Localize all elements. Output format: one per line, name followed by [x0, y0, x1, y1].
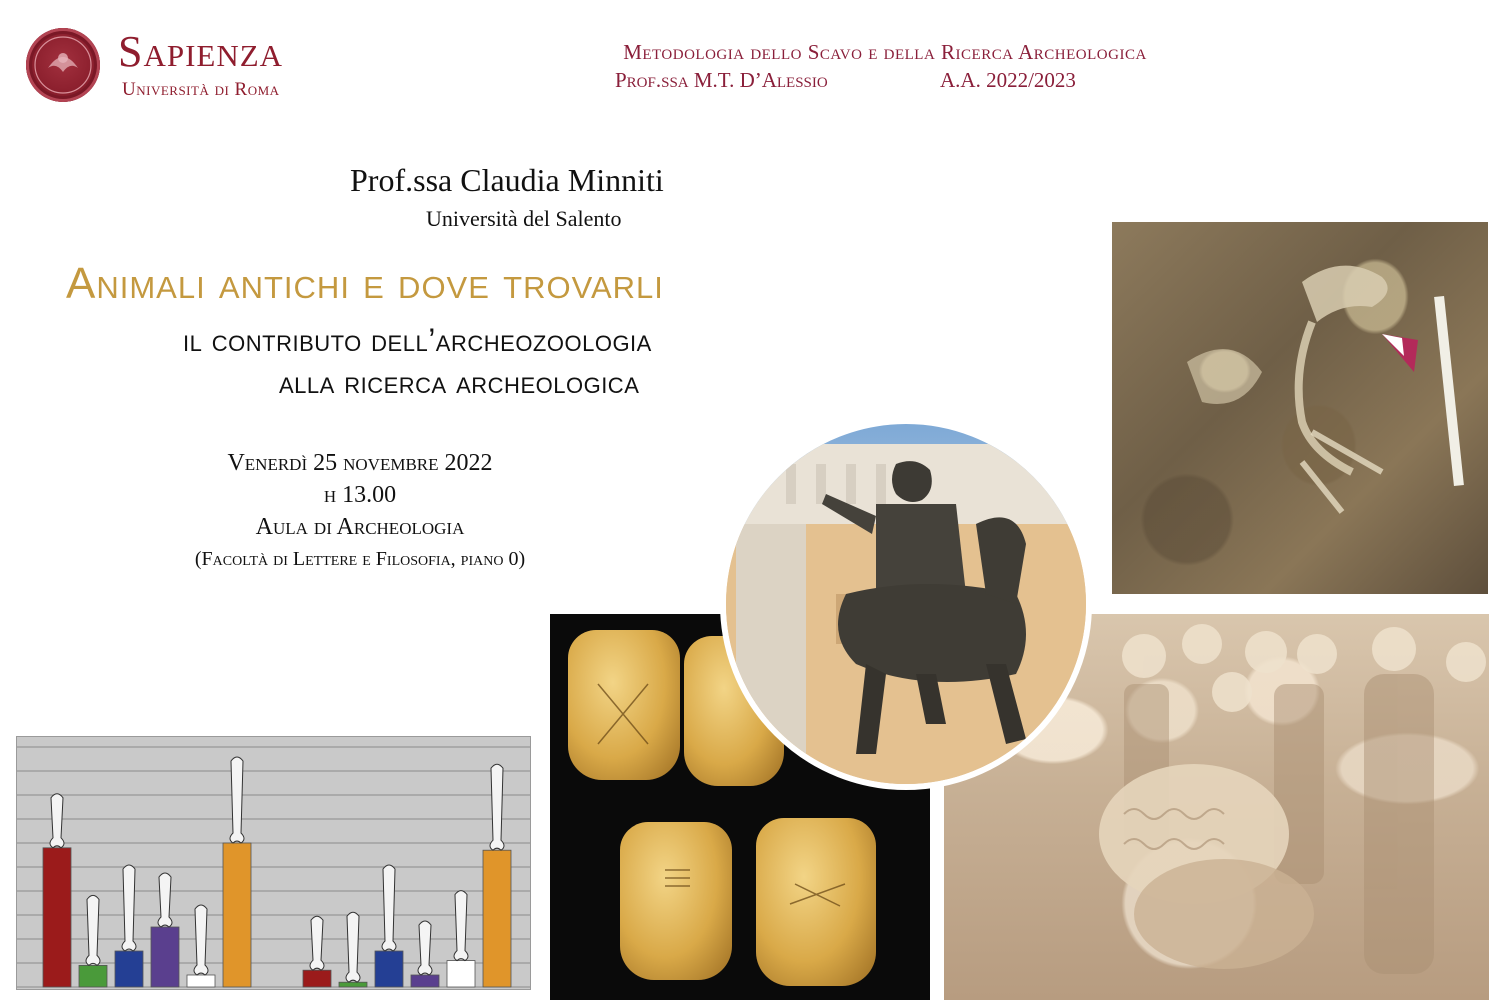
bar-group1-5: [187, 975, 215, 987]
bone-illustration: [230, 757, 244, 843]
event-date: Venerdì 25 novembre 2022: [227, 450, 493, 476]
bar-group1-2: [79, 965, 107, 987]
marcus-aurelius-statue-photo: [720, 418, 1092, 790]
bar-group1-3: [115, 951, 143, 987]
talk-subtitle-line1: il contributo dell’archeozoologia: [183, 322, 652, 358]
bar-group2-4: [411, 975, 439, 987]
bar-group2-5: [447, 961, 475, 987]
bar-group1-4: [151, 927, 179, 987]
bar-group2-3: [375, 951, 403, 987]
logo-subtitle: Università di Roma: [122, 79, 280, 100]
academic-year: A.A. 2022/2023: [940, 68, 1076, 92]
bar-group2-2: [339, 982, 367, 987]
bone-illustration: [418, 921, 432, 975]
event-location: (Facoltà di Lettere e Filosofia, piano 0): [194, 548, 526, 570]
talk-title: Animali antichi e dove trovarli: [66, 259, 664, 308]
bar-group2-6: [483, 850, 511, 987]
bar-chart-svg: [17, 737, 530, 989]
bone-illustration: [382, 865, 396, 951]
bone-illustration: [454, 891, 468, 961]
talk-subtitle-line2: alla ricerca archeologica: [279, 364, 640, 400]
logo-title: Sapienza: [118, 27, 284, 76]
bone-illustration: [490, 764, 504, 850]
bar-group2-1: [303, 970, 331, 987]
bone-illustration: [310, 916, 324, 970]
bar-group1-6: [223, 843, 251, 987]
speaker-name: Prof.ssa Claudia Minniti: [350, 162, 664, 198]
bone-illustration: [158, 873, 172, 927]
course-title: Metodologia dello Scavo e della Ricerca Archeologica: [623, 40, 1147, 64]
bone-illustration: [86, 895, 100, 965]
bone-illustration: [122, 865, 136, 951]
bone-illustration: [194, 905, 208, 975]
bone-illustration: [50, 794, 64, 848]
animal-burial-photo: [1112, 222, 1488, 594]
event-room: Aula di Archeologia: [255, 514, 465, 540]
bar-group1-1: [43, 848, 71, 987]
sapienza-seal-logo: [26, 28, 100, 102]
event-time: h 13.00: [323, 482, 397, 508]
course-professor: Prof.ssa M.T. D’Alessio: [615, 68, 828, 92]
bone-illustration: [346, 912, 360, 982]
speaker-affiliation: Università del Salento: [426, 206, 622, 231]
bone-element-bar-chart: [16, 736, 531, 990]
